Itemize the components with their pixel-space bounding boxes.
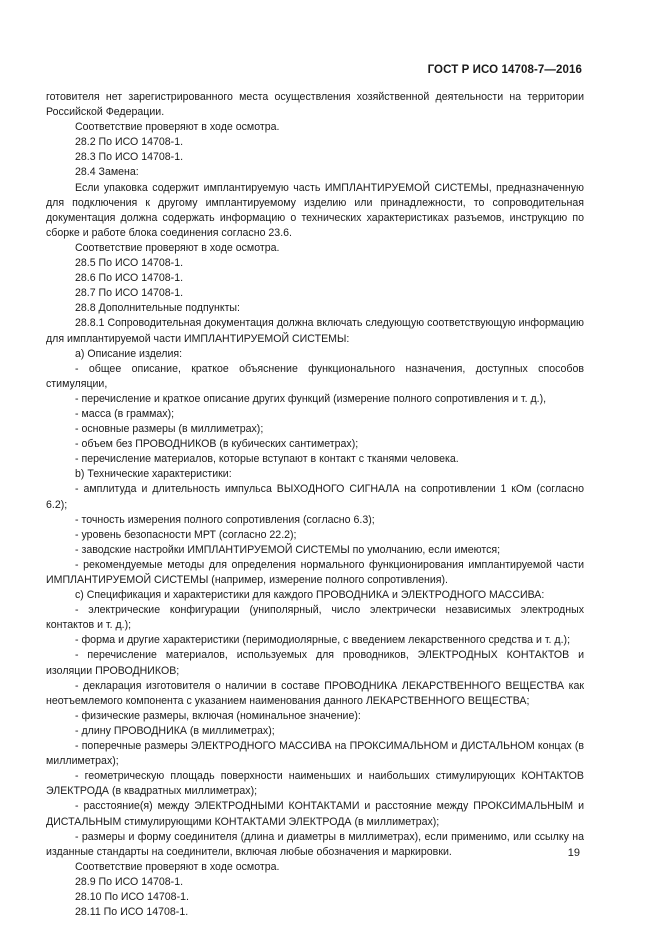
paragraph: 28.3 По ИСО 14708-1. <box>75 151 184 164</box>
paragraph: 28.4 Замена: <box>75 166 139 179</box>
paragraph: - рекомендуемые методы для определения нормального функционирования имплантируемой части ИМПЛАНТИРУЕМОЙ СИСТЕМЫ (например, измерение полного сопротивления). <box>46 558 584 586</box>
paragraph: Соответствие проверяют в ходе осмотра. <box>75 121 280 134</box>
paragraph: - электрические конфигурации (униполярный, число электрически независимых электродных контактов и т. д.); <box>46 604 584 632</box>
document-body <box>46 90 584 920</box>
paragraph: 28.8 Дополнительные подпункты: <box>75 302 240 315</box>
page-number: 19 <box>567 847 580 859</box>
paragraph: - длину ПРОВОДНИКА (в миллиметрах); <box>75 724 275 737</box>
paragraph: - перечисление материалов, которые вступают в контакт с тканями человека. <box>75 453 459 466</box>
paragraph: - физические размеры, включая (номинальное значение): <box>75 709 361 722</box>
paragraph: - уровень безопасности МРТ (согласно 22.2); <box>75 528 297 541</box>
paragraph: - амплитуда и длительность импульса ВЫХОДНОГО СИГНАЛА на сопротивлении 1 кОм (согласно 6.2); <box>46 483 584 511</box>
paragraph: 28.9 По ИСО 14708-1. <box>75 875 184 888</box>
paragraph: - общее описание, краткое объяснение функционального назначения, доступных способов стимуляции, <box>46 362 584 390</box>
paragraph: - поперечные размеры ЭЛЕКТРОДНОГО МАССИВА на ПРОКСИМАЛЬНОМ и ДИСТАЛЬНОМ концах (в миллиметрах); <box>46 740 584 768</box>
paragraph: - расстояние(я) между ЭЛЕКТРОДНЫМИ КОНТАКТАМИ и расстояние между ПРОКСИМАЛЬНЫМ и ДИСТАЛЬНЫМ стимулирующими КОНТАКТАМИ ЭЛЕКТРОДА (в миллиметрах); <box>46 800 584 828</box>
paragraph: 28.10 По ИСО 14708-1. <box>75 890 189 903</box>
paragraph: - точность измерения полного сопротивления (согласно 6.3); <box>75 513 375 526</box>
paragraph: Соответствие проверяют в ходе осмотра. <box>75 860 280 873</box>
paragraph: 28.11 По ИСО 14708-1. <box>75 906 189 919</box>
paragraph: - декларация изготовителя о наличии в составе ПРОВОДНИКА ЛЕКАРСТВЕННОГО ВЕЩЕСТВА как неотъемлемого компонента с указанием наименования данного ЛЕКАРСТВЕННОГО ВЕЩЕСТВА; <box>46 679 584 707</box>
paragraph: - перечисление и краткое описание других функций (измерение полного сопротивления и т. д.), <box>75 392 547 405</box>
paragraph: 28.7 По ИСО 14708-1. <box>75 287 184 300</box>
paragraph: - объем без ПРОВОДНИКОВ (в кубических сантиметрах); <box>75 438 359 451</box>
paragraph: 28.5 По ИСО 14708-1. <box>75 257 184 270</box>
paragraph: 28.2 По ИСО 14708-1. <box>75 136 184 149</box>
paragraph: 28.6 По ИСО 14708-1. <box>75 272 184 285</box>
paragraph: - перечисление материалов, используемых для проводников, ЭЛЕКТРОДНЫХ КОНТАКТОВ и изоляции ПРОВОДНИКОВ; <box>46 649 584 677</box>
paragraph: - размеры и форму соединителя (длина и диаметры в миллиметрах), если применимо, или ссылку на изданные стандарты на соединители, включая любые обозначения и маркировки. <box>46 830 584 858</box>
paragraph: - форма и другие характеристики (перимодиолярные, с введением лекарственного средства и т. д.); <box>75 634 571 647</box>
paragraph: готовителя нет зарегистрированного места осуществления хозяйственной деятельности на территории Российской Федерации. <box>46 91 584 119</box>
paragraph: 28.8.1 Сопроводительная документация должна включать следующую соответствующую информацию для имплантируемой части ИМПЛАНТИРУЕМОЙ СИСТЕМЫ: <box>46 317 584 345</box>
document-code-header: ГОСТ Р ИСО 14708-7—2016 <box>427 64 582 76</box>
paragraph: с) Спецификация и характеристики для каждого ПРОВОДНИКА и ЭЛЕКТРОДНОГО МАССИВА: <box>75 589 545 602</box>
paragraph: - геометрическую площадь поверхности наименьших и наибольших стимулирующих КОНТАКТОВ ЭЛЕКТРОДА (в квадратных миллиметрах); <box>46 770 584 798</box>
paragraph: Соответствие проверяют в ходе осмотра. <box>75 241 280 254</box>
paragraph: - заводские настройки ИМПЛАНТИРУЕМОЙ СИСТЕМЫ по умолчанию, если имеются; <box>75 543 501 556</box>
paragraph: - масса (в граммах); <box>75 407 175 420</box>
paragraph: а) Описание изделия: <box>75 347 183 360</box>
paragraph: - основные размеры (в миллиметрах); <box>75 423 264 436</box>
paragraph: b) Технические характеристики: <box>75 468 232 481</box>
paragraph: Если упаковка содержит имплантируемую часть ИМПЛАНТИРУЕМОЙ СИСТЕМЫ, предназначенную для подключения к другому имплантируемому изделию или принадлежности, то сопроводительная документация должна содержать информацию о технических характеристиках разъемов, инструкцию по сборке и работе блока соединения согласно 23.6. <box>46 181 584 239</box>
